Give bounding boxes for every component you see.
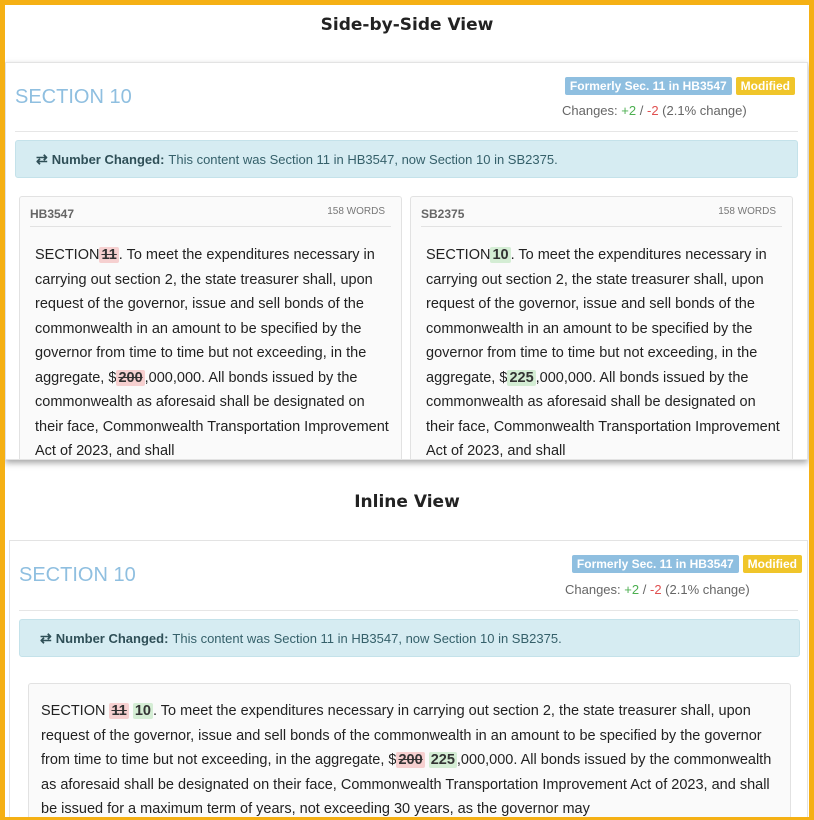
- section-title: SECTION 10: [19, 564, 136, 586]
- notice-text: This content was Section 11 in HB3547, now Section 10 in SB2375.: [172, 630, 562, 646]
- number-changed-notice: [15, 140, 798, 178]
- text-segment: ,000,000. All bonds issued by the commonwealth as aforesaid shall be designated on their face, Commonwealth Transportation Improvement Act of 2023, and shall: [426, 369, 780, 459]
- text-segment: . To meet the expenditures necessary in carrying out section 2, the state treasurer shall, upon request of the governor, issue and sell bonds of the commonwealth in an amount to be specified by the governor from time to time but not exceeding, in the aggregate, $: [35, 247, 375, 386]
- pane-hb3547: [19, 196, 402, 460]
- divider: [19, 610, 798, 611]
- changes-label: Changes:: [565, 582, 621, 597]
- inline-view-card: [9, 540, 808, 817]
- inline-diff-text: [41, 699, 785, 817]
- changes-plus: +2: [621, 103, 637, 118]
- formerly-badge: Formerly Sec. 11 in HB3547: [565, 77, 732, 95]
- changes-minus: -2: [649, 582, 662, 597]
- pane-sb2375: [410, 196, 793, 460]
- inline-view-heading: Inline View: [354, 492, 460, 512]
- deleted-text: 200: [118, 369, 143, 386]
- text-segment: SECTION: [426, 247, 491, 263]
- notice-text: This content was Section 11 in HB3547, now Section 10 in SB2375.: [168, 151, 558, 167]
- text-segment: ,000,000. All bonds issued by the commonwealth as aforesaid shall be designated on their face, Commonwealth Transportation Improvement Act of 2023, and shall: [35, 369, 389, 459]
- number-changed-notice: [19, 619, 800, 657]
- text-segment: ,000,000. All bonds issued by the commonwealth as aforesaid shall be designated on their face, Commonwealth Transportation Improvement Act of 2023, and shall be issued for a maximum term of years, not exceeding 30 years, as the governor may: [41, 752, 772, 817]
- divider: [15, 131, 798, 132]
- changes-plus: +2: [624, 582, 640, 597]
- text-segment: . To meet the expenditures necessary in carrying out section 2, the state treasurer shall, upon request of the governor, issue and sell bonds of the commonwealth in an amount to be specified by the governor from time to time but not exceeding, in the aggregate, $: [426, 247, 767, 386]
- modified-badge: Modified: [736, 77, 795, 95]
- pane-bill-name: HB3547: [30, 207, 75, 221]
- pane-text: [426, 243, 780, 460]
- pane-header: [421, 197, 782, 227]
- pane-text: [35, 243, 389, 460]
- inserted-text: 10: [134, 703, 151, 719]
- pane-word-count: 158 WORDS: [327, 206, 385, 217]
- modified-badge: Modified: [743, 555, 802, 573]
- section-title: SECTION 10: [15, 86, 132, 108]
- section-badges: [565, 77, 795, 95]
- page-frame: [5, 5, 809, 817]
- changes-summary: [562, 103, 747, 118]
- pane-bill-name: SB2375: [421, 207, 465, 221]
- inserted-text: 10: [492, 247, 509, 263]
- inserted-text: 225: [430, 752, 455, 768]
- changes-summary: [565, 582, 750, 597]
- changes-minus: -2: [646, 103, 659, 118]
- text-segment: . To meet the expenditures necessary in carrying out section 2, the state treasurer shall, upon request of the governor, issue and sell bonds of the commonwealth in an amount to be specified by the governor from time to time but not exceeding, in the aggregate, $: [41, 703, 762, 768]
- swap-arrows-icon: ⇄: [40, 629, 52, 646]
- notice-label: Number Changed:: [51, 151, 165, 167]
- deleted-text: 200: [398, 752, 423, 768]
- notice-label: Number Changed:: [55, 630, 169, 646]
- changes-percent: (2.1% change): [662, 103, 747, 118]
- deleted-text: 11: [101, 247, 117, 263]
- pane-header: [30, 197, 391, 227]
- side-by-side-heading: Side-by-Side View: [320, 15, 494, 35]
- formerly-badge: Formerly Sec. 11 in HB3547: [572, 555, 739, 573]
- text-segment: SECTION: [35, 247, 100, 263]
- section-badges: [572, 555, 802, 573]
- pane-word-count: 158 WORDS: [718, 206, 776, 217]
- swap-arrows-icon: ⇄: [36, 150, 48, 167]
- text-segment: SECTION: [41, 703, 106, 719]
- changes-separator: /: [639, 103, 644, 118]
- deleted-text: 11: [111, 703, 127, 719]
- changes-percent: (2.1% change): [665, 582, 750, 597]
- changes-label: Changes:: [562, 103, 618, 118]
- side-by-side-card: [5, 62, 808, 460]
- inserted-text: 225: [509, 369, 534, 386]
- changes-separator: /: [642, 582, 647, 597]
